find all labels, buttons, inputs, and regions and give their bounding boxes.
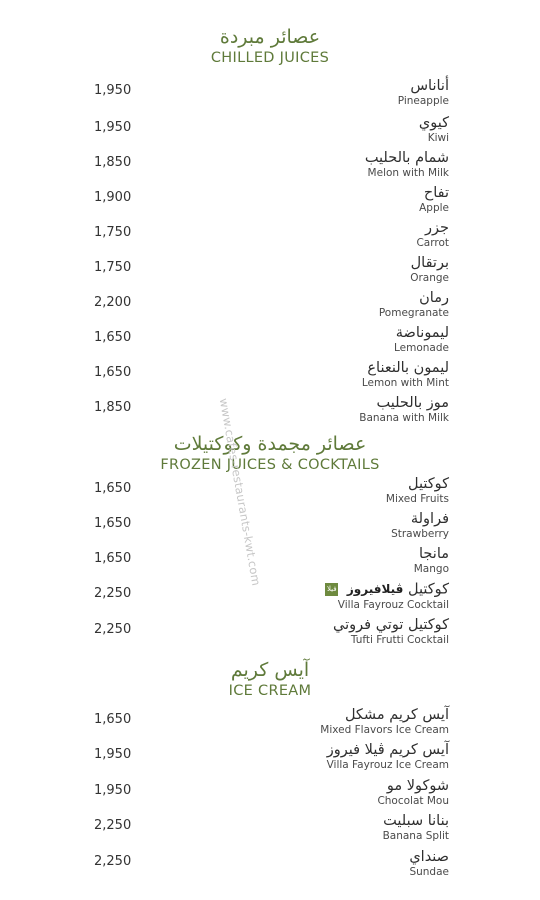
menu-item (0, 255, 540, 289)
item-name-ar: شمام بالحليب (364, 150, 449, 166)
menu-item (0, 150, 540, 184)
watermark-text: www.cafes-restaurants-kwt.com (216, 397, 264, 587)
menu-item (0, 813, 540, 847)
item-name-en: Strawberry (391, 528, 449, 540)
item-name-en: Apple (419, 202, 449, 214)
menu-item (0, 707, 540, 741)
section-heading-chilled-juices (170, 26, 370, 67)
item-price: 1,650 (94, 365, 132, 380)
menu-item (0, 778, 540, 812)
item-name-en: Lemonade (394, 342, 449, 354)
item-price: 1,850 (94, 400, 132, 415)
item-name-en: Melon with Milk (367, 167, 449, 179)
item-price: 1,650 (94, 481, 132, 496)
item-price: 2,250 (94, 586, 132, 601)
item-name-en: Carrot (416, 237, 449, 249)
item-price: 1,650 (94, 551, 132, 566)
item-price: 2,250 (94, 622, 132, 637)
item-name-en: Banana with Milk (359, 412, 449, 424)
section-title-ar: عصائر مجمدة وكوكتيلات (173, 433, 367, 455)
section-heading-frozen-juices (140, 433, 400, 474)
menu-item (0, 360, 540, 394)
item-price: 1,950 (94, 83, 132, 98)
item-name-ar: فراولة (410, 511, 449, 527)
section-title-en: FROZEN JUICES & COCKTAILS (160, 457, 380, 473)
item-name-ar: كوكتيل (407, 476, 449, 492)
item-name-ar: كيوي (418, 115, 449, 131)
item-name-ar: رمان (419, 290, 449, 306)
menu-item (0, 395, 540, 429)
item-price: 1,950 (94, 120, 132, 135)
menu-item (0, 546, 540, 580)
item-name-en: Kiwi (427, 132, 449, 144)
item-name-ar: كوكتيل (407, 581, 449, 598)
item-price: 1,750 (94, 225, 132, 240)
menu-item (0, 290, 540, 324)
item-name-ar: تفاح (423, 185, 449, 201)
item-name-en: Pomegranate (378, 307, 449, 319)
item-name-ar: آيس كريم ڤيلا فيروز (326, 742, 449, 758)
menu-item (0, 220, 540, 254)
item-name-ar-row (322, 581, 449, 599)
item-price: 1,950 (94, 783, 132, 798)
section-title-en: ICE CREAM (228, 683, 312, 699)
item-name-en: Villa Fayrouz Ice Cream (326, 759, 449, 771)
item-price: 1,950 (94, 747, 132, 762)
item-name-en: Pineapple (397, 95, 449, 107)
item-name-ar: كوكتيل توتي فروتي (333, 617, 449, 633)
item-price: 1,900 (94, 190, 132, 205)
item-name-ar: برتقال (410, 255, 449, 271)
item-price: 1,650 (94, 330, 132, 345)
menu-item (0, 185, 540, 219)
section-title-en: CHILLED JUICES (210, 50, 330, 66)
item-price: 2,250 (94, 818, 132, 833)
item-name-en: Villa Fayrouz Cocktail (337, 598, 449, 611)
section-title-ar: عصائر مبردة (219, 26, 321, 48)
villa-fayrouz-badge: فيلا (325, 583, 338, 596)
menu-item (0, 849, 540, 883)
item-name-ar: أناناس (410, 78, 449, 94)
section-heading-ice-cream (190, 659, 350, 700)
menu-item (0, 78, 540, 112)
menu-item (0, 115, 540, 149)
item-name-ar: ليمون بالنعناع (367, 360, 449, 376)
item-name-ar: آيس كريم مشكل (344, 707, 449, 723)
item-name-ar: ليموناضة (395, 325, 449, 341)
item-price: 2,250 (94, 854, 132, 869)
item-name-ar: شوكولا مو (386, 778, 449, 794)
item-name-en: Mango (413, 563, 449, 575)
item-name-ar: صنداي (409, 849, 449, 865)
menu-item (0, 581, 540, 615)
menu-item (0, 476, 540, 510)
item-name-en: Lemon with Mint (361, 377, 449, 389)
villa-fayrouz-logo: ڤيلافيروز (346, 582, 404, 596)
item-price: 1,650 (94, 516, 132, 531)
item-price: 2,200 (94, 295, 132, 310)
item-name-en: Sundae (409, 866, 449, 878)
item-name-ar: جزر (425, 220, 449, 236)
item-price: 1,650 (94, 712, 132, 727)
section-title-ar: آيس كريم (230, 659, 310, 681)
menu-item (0, 511, 540, 545)
menu-item (0, 617, 540, 651)
item-price: 1,850 (94, 155, 132, 170)
item-price: 1,750 (94, 260, 132, 275)
item-name-en: Tufti Frutti Cocktail (350, 634, 449, 646)
item-name-en: Chocolat Mou (377, 795, 449, 807)
item-name-ar: بنانا سبليت (383, 813, 449, 829)
item-name-en: Mixed Fruits (385, 493, 449, 505)
item-name-en: Banana Split (382, 830, 449, 842)
menu-item (0, 742, 540, 776)
menu-item (0, 325, 540, 359)
item-name-ar: مانجا (419, 546, 449, 562)
item-name-en: Orange (410, 272, 449, 284)
item-name-en: Mixed Flavors Ice Cream (320, 724, 449, 736)
item-name-ar: موز بالحليب (376, 395, 449, 411)
